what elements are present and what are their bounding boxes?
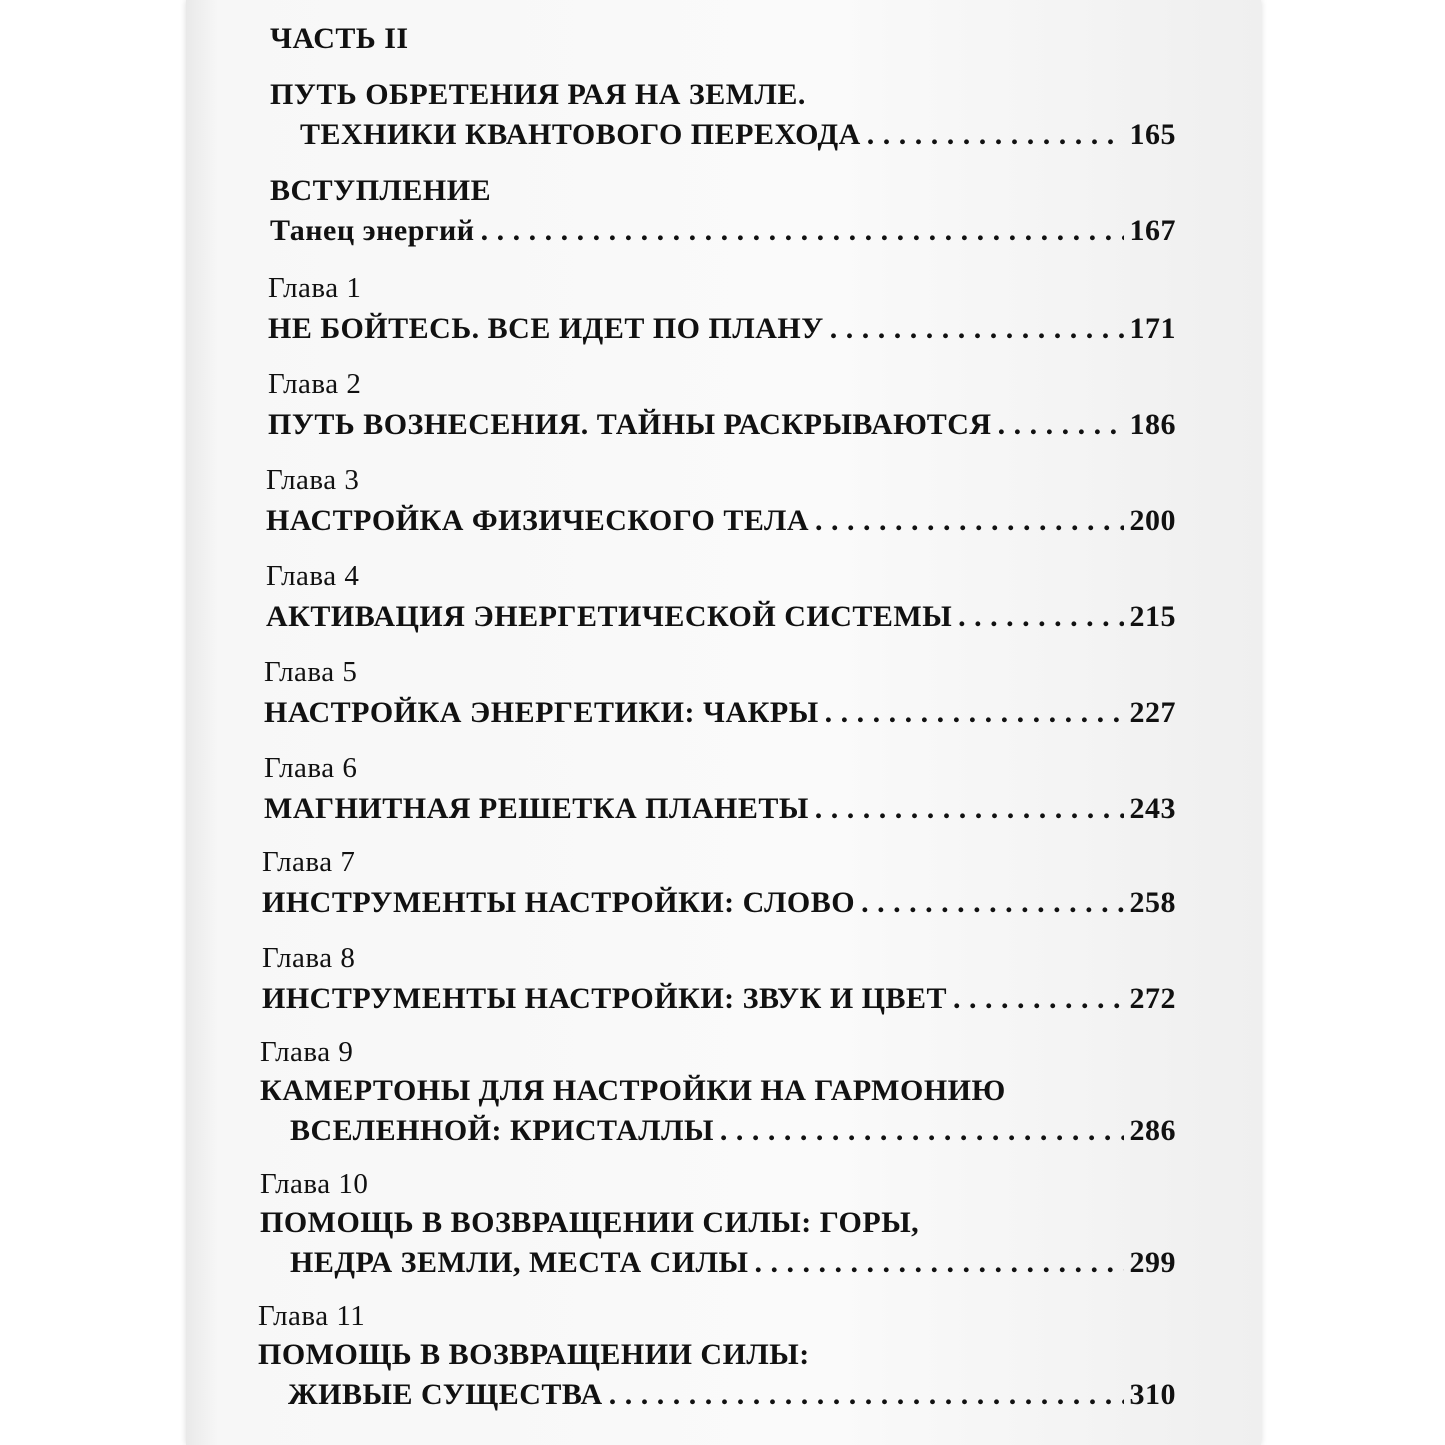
part-title-line1 [270, 78, 1170, 112]
dot-leader [958, 600, 1123, 634]
intro-title: Танец энергий [270, 214, 475, 247]
page-number: 167 [1129, 214, 1176, 247]
page-number: 310 [1129, 1378, 1176, 1411]
page-number: 171 [1129, 312, 1176, 345]
dot-leader [830, 312, 1124, 346]
toc-entry-chapter-7 [262, 886, 1176, 920]
dot-leader [815, 504, 1123, 538]
chapter-label: Глава 6 [264, 752, 358, 784]
chapter-title: ПУТЬ ВОЗНЕСЕНИЯ. ТАЙНЫ РАСКРЫВАЮТСЯ [268, 408, 992, 441]
dot-leader [867, 118, 1124, 152]
chapter-label: Глава 11 [258, 1300, 366, 1332]
chapter-title: НАСТРОЙКА ЭНЕРГЕТИКИ: ЧАКРЫ [264, 696, 819, 729]
chapter-title: ИНСТРУМЕНТЫ НАСТРОЙКИ: ЗВУК И ЦВЕТ [262, 982, 948, 1015]
toc-entry-chapter-8 [262, 982, 1176, 1016]
part-title-text-1: ПУТЬ ОБРЕТЕНИЯ РАЯ НА ЗЕМЛЕ. [270, 78, 806, 111]
toc-entry-intro [270, 214, 1176, 248]
chapter-title-line1: ПОМОЩЬ В ВОЗВРАЩЕНИИ СИЛЫ: [258, 1338, 810, 1371]
chapter-title-line1: ПОМОЩЬ В ВОЗВРАЩЕНИИ СИЛЫ: ГОРЫ, [260, 1206, 920, 1239]
chapter-title: ЖИВЫЕ СУЩЕСТВА [288, 1378, 603, 1411]
chapter-title: ИНСТРУМЕНТЫ НАСТРОЙКИ: СЛОВО [262, 886, 856, 919]
dot-leader [754, 1246, 1123, 1280]
book-page [186, 0, 1261, 1445]
page-number: 186 [1129, 408, 1176, 441]
page-number: 286 [1129, 1114, 1176, 1147]
page-number: 227 [1129, 696, 1176, 729]
dot-leader [815, 792, 1124, 826]
dot-leader [609, 1378, 1124, 1412]
toc-entry-chapter-4 [266, 600, 1176, 634]
toc-entry-chapter-2 [268, 408, 1176, 442]
chapter-label: Глава 1 [268, 272, 362, 304]
page-number: 165 [1129, 118, 1176, 151]
page-number: 272 [1129, 982, 1176, 1015]
dot-leader [720, 1114, 1124, 1148]
chapter-title: НЕДРА ЗЕМЛИ, МЕСТА СИЛЫ [290, 1246, 749, 1279]
page-number: 258 [1129, 886, 1176, 919]
dot-leader [953, 982, 1123, 1016]
dot-leader [998, 408, 1124, 442]
chapter-title: АКТИВАЦИЯ ЭНЕРГЕТИЧЕСКОЙ СИСТЕМЫ [266, 600, 953, 633]
chapter-label: Глава 3 [266, 464, 360, 496]
dot-leader [825, 696, 1124, 730]
page-number: 200 [1129, 504, 1176, 537]
chapter-label: Глава 5 [264, 656, 358, 688]
toc-entry-chapter-3 [266, 504, 1176, 538]
chapter-label: Глава 2 [268, 368, 362, 400]
chapter-title: МАГНИТНАЯ РЕШЕТКА ПЛАНЕТЫ [264, 792, 809, 825]
toc-entry-chapter-10 [290, 1246, 1176, 1280]
chapter-label: Глава 10 [260, 1168, 369, 1200]
toc-entry-chapter-1 [268, 312, 1176, 346]
chapter-label: Глава 7 [262, 846, 356, 878]
page-number: 215 [1129, 600, 1176, 633]
chapter-label: Глава 8 [262, 942, 356, 974]
toc-entry-chapter-6 [264, 792, 1176, 826]
chapter-title: НЕ БОЙТЕСЬ. ВСЕ ИДЕТ ПО ПЛАНУ [268, 312, 824, 345]
intro-label: ВСТУПЛЕНИЕ [270, 174, 492, 207]
toc-entry-chapter-11 [288, 1378, 1176, 1412]
chapter-label: Глава 4 [266, 560, 360, 592]
part-label: ЧАСТЬ II [270, 22, 409, 55]
page-number: 243 [1129, 792, 1176, 825]
part-title-text-2: ТЕХНИКИ КВАНТОВОГО ПЕРЕХОДА [300, 118, 861, 151]
page-number: 299 [1129, 1246, 1176, 1279]
toc-entry-chapter-9 [290, 1114, 1176, 1148]
toc-entry-part [300, 118, 1176, 152]
toc-entry-chapter-5 [264, 696, 1176, 730]
chapter-title: НАСТРОЙКА ФИЗИЧЕСКОГО ТЕЛА [266, 504, 810, 537]
chapter-title: ВСЕЛЕННОЙ: КРИСТАЛЛЫ [290, 1114, 714, 1147]
chapter-label: Глава 9 [260, 1036, 354, 1068]
chapter-title-line1: КАМЕРТОНЫ ДЛЯ НАСТРОЙКИ НА ГАРМОНИЮ [260, 1074, 1006, 1107]
dot-leader [861, 886, 1123, 920]
dot-leader [481, 214, 1124, 248]
